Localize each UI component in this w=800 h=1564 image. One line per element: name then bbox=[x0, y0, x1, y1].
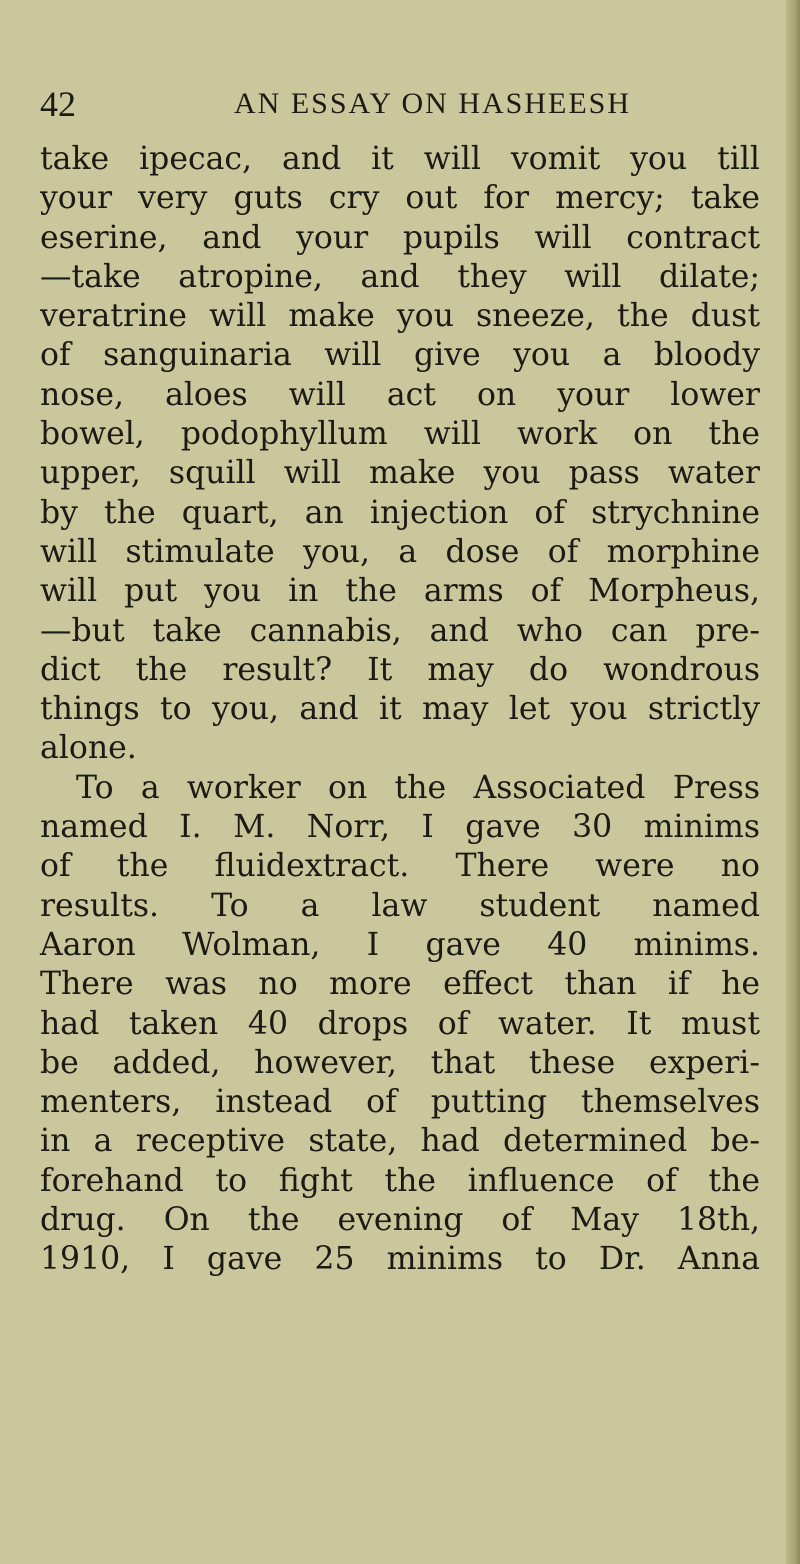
text-line: by the quart, an injection of strychnine bbox=[40, 494, 760, 531]
running-title: AN ESSAY ON HASHEESH bbox=[234, 87, 631, 120]
text-line: had taken 40 drops of water. It must bbox=[40, 1005, 760, 1042]
text-line: nose, aloes will act on your lower bbox=[40, 376, 760, 413]
text-line: of sanguinaria will give you a bloody bbox=[40, 337, 760, 374]
text-line: take ipecac, and it will vomit you till bbox=[40, 141, 760, 177]
page-number: 42 bbox=[40, 84, 76, 124]
text-line: bowel, podophyllum will work on the bbox=[40, 416, 760, 453]
page-edge bbox=[786, 0, 800, 1564]
paragraph-start-line: To a worker on the Associated Press bbox=[76, 769, 760, 806]
text-line: will stimulate you, a dose of morphine bbox=[40, 533, 760, 570]
text-line: of the fluidextract. There were no bbox=[40, 848, 760, 885]
text-line: results. To a law student named bbox=[40, 887, 760, 924]
text-line: alone. bbox=[40, 730, 137, 767]
text-line: menters, instead of putting themselves bbox=[40, 1084, 760, 1121]
text-line: be added, however, that these experi- bbox=[40, 1044, 760, 1081]
text-line: will put you in the arms of Morpheus, bbox=[40, 573, 760, 610]
text-line: things to you, and it may let you strictly bbox=[40, 691, 760, 728]
text-line: 1910, I gave 25 minims to Dr. Anna bbox=[40, 1241, 760, 1278]
text-line: upper, squill will make you pass water bbox=[40, 455, 760, 492]
text-line: veratrine will make you sneeze, the dust bbox=[40, 298, 760, 335]
text-line: your very guts cry out for mercy; take bbox=[40, 180, 760, 217]
text-line: Aaron Wolman, I gave 40 minims. bbox=[40, 926, 760, 963]
text-line: forehand to fight the influence of the bbox=[40, 1162, 760, 1199]
body-text bbox=[40, 140, 760, 1280]
text-line: named I. M. Norr, I gave 30 minims bbox=[40, 809, 760, 846]
text-line: —but take cannabis, and who can pre- bbox=[40, 612, 760, 649]
text-line: —take atropine, and they will dilate; bbox=[40, 258, 760, 295]
text-line: in a receptive state, had determined be- bbox=[40, 1123, 760, 1160]
running-head bbox=[40, 82, 750, 132]
text-line: drug. On the evening of May 18th, bbox=[40, 1202, 760, 1239]
text-line: eserine, and your pupils will contract bbox=[40, 219, 760, 256]
text-line: dict the result? It may do wondrous bbox=[40, 651, 760, 688]
text-line: There was no more effect than if he bbox=[40, 966, 760, 1003]
